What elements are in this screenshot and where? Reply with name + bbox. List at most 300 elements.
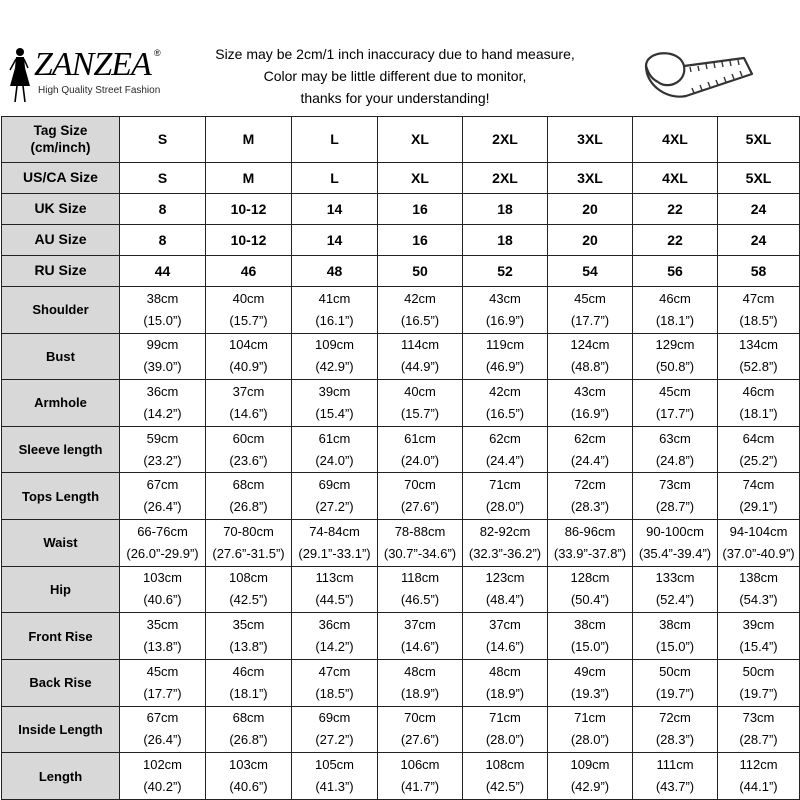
cm-value: 71cm xyxy=(489,710,521,726)
cm-value: 43cm xyxy=(489,290,521,306)
measurement-cell xyxy=(463,520,548,567)
inch-value: (19.7”) xyxy=(739,685,778,701)
size-cell: 24 xyxy=(718,224,800,255)
tag-size-cell: M xyxy=(206,117,292,163)
cm-value: 63cm xyxy=(659,430,691,446)
measurement-cell xyxy=(206,613,292,660)
brand-logo xyxy=(6,46,176,108)
inch-value: (15.4”) xyxy=(739,639,778,655)
inch-value: (16.5”) xyxy=(485,405,525,421)
inch-value: (14.6”) xyxy=(229,405,268,421)
cm-value: 43cm xyxy=(574,383,606,399)
inch-value: (16.1”) xyxy=(315,312,354,328)
cm-value: 94-104cm xyxy=(729,523,788,539)
size-cell: XL xyxy=(378,162,463,193)
size-cell: 14 xyxy=(292,193,378,224)
cm-value: 37cm xyxy=(232,383,265,399)
inch-value: (52.8”) xyxy=(739,359,778,375)
measurement-cell xyxy=(292,380,378,427)
cm-value: 73cm xyxy=(742,710,775,726)
cm-value: 66-76cm xyxy=(137,523,188,539)
header xyxy=(0,40,800,115)
measurement-cell xyxy=(548,753,633,800)
row-label: Front Rise xyxy=(2,613,120,660)
cm-value: 47cm xyxy=(318,663,351,679)
cm-value: 74-84cm xyxy=(309,523,360,539)
cm-value: 42cm xyxy=(489,383,521,399)
measuring-tape-icon xyxy=(640,44,755,110)
measurement-cell xyxy=(206,380,292,427)
inch-value: (24.4”) xyxy=(485,452,525,468)
cm-value: 113cm xyxy=(315,570,354,586)
inch-value: (42.9”) xyxy=(315,359,354,375)
cm-value: 72cm xyxy=(574,477,606,493)
size-cell: L xyxy=(292,162,378,193)
cm-value: 102cm xyxy=(142,757,183,773)
brand-name: ZANZEA xyxy=(34,46,151,83)
cm-value: 134cm xyxy=(738,337,779,353)
cm-value: 47cm xyxy=(742,290,775,306)
inch-value: (13.8”) xyxy=(143,639,182,655)
measurement-row xyxy=(2,286,800,333)
size-row xyxy=(2,224,800,255)
measurement-cell xyxy=(548,286,633,333)
measurement-cell xyxy=(718,659,800,706)
cm-value: 59cm xyxy=(146,430,179,446)
size-cell: 22 xyxy=(633,224,718,255)
measurement-cell xyxy=(718,333,800,380)
cm-value: 69cm xyxy=(318,710,351,726)
cm-value: 37cm xyxy=(489,617,521,633)
cm-value: 50cm xyxy=(742,663,775,679)
cm-value: 38cm xyxy=(659,617,691,633)
inch-value: (48.8”) xyxy=(570,359,610,375)
size-cell: 18 xyxy=(463,193,548,224)
cm-value: 38cm xyxy=(146,290,179,306)
measurement-cell xyxy=(463,286,548,333)
row-label: UK Size xyxy=(2,193,120,224)
inch-value: (18.5”) xyxy=(739,312,778,328)
size-cell: 22 xyxy=(633,193,718,224)
size-cell: 50 xyxy=(378,255,463,286)
size-row xyxy=(2,255,800,286)
measurement-cell xyxy=(120,706,206,753)
measurement-cell xyxy=(548,706,633,753)
measurement-cell xyxy=(378,473,463,520)
measurement-cell xyxy=(206,286,292,333)
measurement-cell xyxy=(633,380,718,427)
tag-size-label-line: Tag Size xyxy=(33,123,88,139)
inch-value: (52.4”) xyxy=(655,592,695,608)
measurement-cell xyxy=(292,613,378,660)
cm-value: 62cm xyxy=(489,430,521,446)
cm-value: 64cm xyxy=(742,430,775,446)
inch-value: (15.0”) xyxy=(143,312,182,328)
cm-value: 49cm xyxy=(574,663,606,679)
cm-value: 35cm xyxy=(232,617,265,633)
inch-value: (33.9”-37.8”) xyxy=(553,545,627,561)
cm-value: 62cm xyxy=(574,430,606,446)
measurement-cell xyxy=(463,706,548,753)
measurement-cell xyxy=(120,566,206,613)
size-cell: 10-12 xyxy=(206,193,292,224)
size-cell: 8 xyxy=(120,224,206,255)
inch-value: (28.0”) xyxy=(485,499,525,515)
cm-value: 103cm xyxy=(142,570,183,586)
inch-value: (42.9”) xyxy=(570,779,610,795)
measurement-row xyxy=(2,473,800,520)
measurement-row xyxy=(2,613,800,660)
cm-value: 40cm xyxy=(232,290,265,306)
measurement-cell xyxy=(548,520,633,567)
size-chart-table xyxy=(1,116,800,800)
cm-value: 45cm xyxy=(146,663,179,679)
inch-value: (44.9”) xyxy=(400,359,440,375)
size-cell: 10-12 xyxy=(206,224,292,255)
cm-value: 78-88cm xyxy=(394,523,446,539)
size-cell: 56 xyxy=(633,255,718,286)
size-cell: 44 xyxy=(120,255,206,286)
measurement-cell xyxy=(378,333,463,380)
inch-value: (26.8”) xyxy=(229,499,268,515)
measurement-cell xyxy=(463,333,548,380)
measurement-cell xyxy=(463,613,548,660)
measurement-cell xyxy=(548,333,633,380)
inch-value: (13.8”) xyxy=(229,639,268,655)
inch-value: (26.4”) xyxy=(143,499,182,515)
cm-value: 61cm xyxy=(404,430,436,446)
disclaimer-line: Color may be little different due to monitor, xyxy=(263,68,527,84)
measurement-row xyxy=(2,426,800,473)
inch-value: (16.9”) xyxy=(570,405,610,421)
measurement-cell xyxy=(548,380,633,427)
size-row xyxy=(2,162,800,193)
cm-value: 67cm xyxy=(146,477,179,493)
tag-size-label xyxy=(2,117,120,163)
size-cell: 16 xyxy=(378,224,463,255)
cm-value: 111cm xyxy=(656,757,694,773)
size-cell: 24 xyxy=(718,193,800,224)
measurement-cell xyxy=(463,426,548,473)
cm-value: 104cm xyxy=(228,337,269,353)
cm-value: 48cm xyxy=(489,663,521,679)
measurement-cell xyxy=(292,473,378,520)
inch-value: (44.5”) xyxy=(315,592,354,608)
size-cell: 14 xyxy=(292,224,378,255)
measurement-row xyxy=(2,380,800,427)
cm-value: 38cm xyxy=(574,617,606,633)
row-label: Back Rise xyxy=(2,659,120,706)
measurement-cell xyxy=(718,426,800,473)
inch-value: (28.3”) xyxy=(570,499,610,515)
measurement-cell xyxy=(633,333,718,380)
cm-value: 50cm xyxy=(659,663,691,679)
measurement-cell xyxy=(120,659,206,706)
cm-value: 71cm xyxy=(574,710,606,726)
measurement-cell xyxy=(206,333,292,380)
inch-value: (14.6”) xyxy=(400,639,440,655)
cm-value: 90-100cm xyxy=(646,523,704,539)
cm-value: 69cm xyxy=(318,477,351,493)
measurement-cell xyxy=(378,520,463,567)
measurement-cell xyxy=(120,380,206,427)
cm-value: 48cm xyxy=(404,663,436,679)
size-cell: 5XL xyxy=(718,162,800,193)
row-label: Tops Length xyxy=(2,473,120,520)
inch-value: (48.4”) xyxy=(485,592,525,608)
inch-value: (30.7”-34.6”) xyxy=(383,545,457,561)
cm-value: 108cm xyxy=(485,757,525,773)
cm-value: 74cm xyxy=(742,477,775,493)
measurement-cell xyxy=(463,566,548,613)
inch-value: (24.0”) xyxy=(400,452,440,468)
inch-value: (37.0”-40.9”) xyxy=(722,545,795,561)
measurement-cell xyxy=(718,706,800,753)
measurement-cell xyxy=(633,706,718,753)
cm-value: 39cm xyxy=(742,617,775,633)
size-cell: 16 xyxy=(378,193,463,224)
cm-value: 72cm xyxy=(659,710,691,726)
inch-value: (14.6”) xyxy=(485,639,525,655)
cm-value: 45cm xyxy=(574,290,606,306)
brand-tagline: High Quality Street Fashion xyxy=(38,85,161,96)
cm-value: 60cm xyxy=(232,430,265,446)
woman-silhouette-icon xyxy=(6,46,34,104)
size-cell: 58 xyxy=(718,255,800,286)
measurement-cell xyxy=(292,333,378,380)
measurement-cell xyxy=(120,613,206,660)
measurement-cell xyxy=(633,566,718,613)
size-chart-body xyxy=(2,117,800,800)
disclaimer-notes xyxy=(190,43,600,109)
inch-value: (40.2”) xyxy=(143,779,182,795)
measurement-cell xyxy=(633,753,718,800)
measurement-cell xyxy=(378,706,463,753)
cm-value: 138cm xyxy=(738,570,779,586)
measurement-cell xyxy=(378,380,463,427)
cm-value: 123cm xyxy=(485,570,525,586)
cm-value: 67cm xyxy=(146,710,179,726)
measurement-cell xyxy=(633,520,718,567)
inch-value: (14.2”) xyxy=(315,639,354,655)
measurement-cell xyxy=(206,520,292,567)
size-cell: 8 xyxy=(120,193,206,224)
size-cell: 20 xyxy=(548,224,633,255)
cm-value: 133cm xyxy=(655,570,695,586)
measurement-cell xyxy=(633,473,718,520)
cm-value: 106cm xyxy=(400,757,440,773)
cm-value: 103cm xyxy=(228,757,269,773)
cm-value: 36cm xyxy=(146,383,179,399)
inch-value: (25.2”) xyxy=(739,452,778,468)
inch-value: (16.9”) xyxy=(485,312,525,328)
inch-value: (35.4”-39.4”) xyxy=(638,545,712,561)
inch-value: (24.4”) xyxy=(570,452,610,468)
measurement-cell xyxy=(292,753,378,800)
inch-value: (26.4”) xyxy=(143,732,182,748)
inch-value: (40.6”) xyxy=(143,592,182,608)
cm-value: 124cm xyxy=(570,337,610,353)
cm-value: 46cm xyxy=(742,383,775,399)
measurement-cell xyxy=(292,286,378,333)
cm-value: 46cm xyxy=(659,290,691,306)
cm-value: 37cm xyxy=(404,617,436,633)
inch-value: (24.0”) xyxy=(315,452,354,468)
measurement-cell xyxy=(120,473,206,520)
measurement-cell xyxy=(206,753,292,800)
size-row xyxy=(2,193,800,224)
inch-value: (28.7”) xyxy=(655,499,695,515)
size-cell: 20 xyxy=(548,193,633,224)
measurement-cell xyxy=(548,613,633,660)
measurement-cell xyxy=(206,566,292,613)
measurement-cell xyxy=(378,753,463,800)
cm-value: 70-80cm xyxy=(223,523,274,539)
measurement-cell xyxy=(120,286,206,333)
measurement-cell xyxy=(292,659,378,706)
measurement-cell xyxy=(292,520,378,567)
row-label: Inside Length xyxy=(2,706,120,753)
measurement-cell xyxy=(292,706,378,753)
inch-value: (18.9”) xyxy=(400,685,440,701)
inch-value: (50.4”) xyxy=(570,592,610,608)
inch-value: (41.7”) xyxy=(400,779,440,795)
inch-value: (18.1”) xyxy=(655,312,695,328)
inch-value: (28.7”) xyxy=(739,732,778,748)
tag-size-cell: S xyxy=(120,117,206,163)
measurement-cell xyxy=(718,286,800,333)
cm-value: 71cm xyxy=(489,477,521,493)
row-label: Waist xyxy=(2,520,120,567)
measurement-cell xyxy=(206,659,292,706)
inch-value: (42.5”) xyxy=(485,779,525,795)
measurement-cell xyxy=(548,426,633,473)
disclaimer-line: thanks for your understanding! xyxy=(300,90,490,106)
cm-value: 68cm xyxy=(232,477,265,493)
measurement-cell xyxy=(633,426,718,473)
measurement-cell xyxy=(463,473,548,520)
inch-value: (32.3”-36.2”) xyxy=(468,545,542,561)
cm-value: 119cm xyxy=(485,337,525,353)
inch-value: (46.9”) xyxy=(485,359,525,375)
tag-size-cell: 5XL xyxy=(718,117,800,163)
measurement-cell xyxy=(463,753,548,800)
cm-value: 112cm xyxy=(739,757,778,773)
measurement-cell xyxy=(206,473,292,520)
tag-size-cell: L xyxy=(292,117,378,163)
inch-value: (50.8”) xyxy=(655,359,695,375)
measurement-cell xyxy=(120,520,206,567)
cm-value: 41cm xyxy=(318,290,351,306)
cm-value: 105cm xyxy=(314,757,355,773)
cm-value: 35cm xyxy=(146,617,179,633)
cm-value: 128cm xyxy=(570,570,610,586)
measurement-cell xyxy=(548,659,633,706)
measurement-cell xyxy=(206,426,292,473)
size-cell: 48 xyxy=(292,255,378,286)
inch-value: (27.6”-31.5”) xyxy=(212,545,285,561)
inch-value: (54.3”) xyxy=(739,592,778,608)
cm-value: 73cm xyxy=(659,477,691,493)
cm-value: 82-92cm xyxy=(479,523,531,539)
cm-value: 109cm xyxy=(314,337,355,353)
measurement-cell xyxy=(718,753,800,800)
row-label: Sleeve length xyxy=(2,426,120,473)
measurement-cell xyxy=(633,613,718,660)
measurement-cell xyxy=(718,380,800,427)
cm-value: 61cm xyxy=(318,430,351,446)
inch-value: (17.7”) xyxy=(143,685,182,701)
cm-value: 108cm xyxy=(228,570,269,586)
measurement-cell xyxy=(378,613,463,660)
cm-value: 109cm xyxy=(570,757,610,773)
measurement-cell xyxy=(378,286,463,333)
row-label: Hip xyxy=(2,566,120,613)
inch-value: (18.9”) xyxy=(485,685,525,701)
measurement-cell xyxy=(463,659,548,706)
measurement-cell xyxy=(718,566,800,613)
inch-value: (29.1”) xyxy=(739,499,778,515)
cm-value: 68cm xyxy=(232,710,265,726)
measurement-row xyxy=(2,706,800,753)
inch-value: (18.1”) xyxy=(739,405,778,421)
size-cell: M xyxy=(206,162,292,193)
inch-value: (27.2”) xyxy=(315,499,354,515)
tag-size-cell: 4XL xyxy=(633,117,718,163)
inch-value: (15.0”) xyxy=(570,639,610,655)
measurement-cell xyxy=(548,566,633,613)
cm-value: 42cm xyxy=(404,290,436,306)
inch-value: (19.7”) xyxy=(655,685,695,701)
measurement-cell xyxy=(378,426,463,473)
inch-value: (16.5”) xyxy=(400,312,440,328)
measurement-cell xyxy=(378,566,463,613)
inch-value: (23.6”) xyxy=(229,452,268,468)
tag-size-row xyxy=(2,117,800,163)
inch-value: (41.3”) xyxy=(315,779,354,795)
inch-value: (29.1”-33.1”) xyxy=(298,545,371,561)
size-cell: 3XL xyxy=(548,162,633,193)
inch-value: (23.2”) xyxy=(143,452,182,468)
measurement-cell xyxy=(633,286,718,333)
row-label: RU Size xyxy=(2,255,120,286)
tag-size-cell: 3XL xyxy=(548,117,633,163)
inch-value: (27.6”) xyxy=(400,732,440,748)
inch-value: (28.0”) xyxy=(485,732,525,748)
measurement-cell xyxy=(120,333,206,380)
inch-value: (27.6”) xyxy=(400,499,440,515)
size-cell: 2XL xyxy=(463,162,548,193)
cm-value: 99cm xyxy=(146,337,179,353)
registered-mark: ® xyxy=(154,48,161,58)
row-label: AU Size xyxy=(2,224,120,255)
tag-size-cell: 2XL xyxy=(463,117,548,163)
inch-value: (17.7”) xyxy=(655,405,695,421)
cm-value: 40cm xyxy=(404,383,436,399)
inch-value: (18.5”) xyxy=(315,685,354,701)
inch-value: (39.0”) xyxy=(143,359,182,375)
row-label: US/CA Size xyxy=(2,162,120,193)
measurement-cell xyxy=(378,659,463,706)
inch-value: (28.0”) xyxy=(570,732,610,748)
inch-value: (26.8”) xyxy=(229,732,268,748)
cm-value: 70cm xyxy=(404,710,436,726)
measurement-cell xyxy=(292,566,378,613)
measurement-row xyxy=(2,566,800,613)
cm-value: 45cm xyxy=(659,383,691,399)
measurement-cell xyxy=(718,520,800,567)
cm-value: 86-96cm xyxy=(564,523,616,539)
